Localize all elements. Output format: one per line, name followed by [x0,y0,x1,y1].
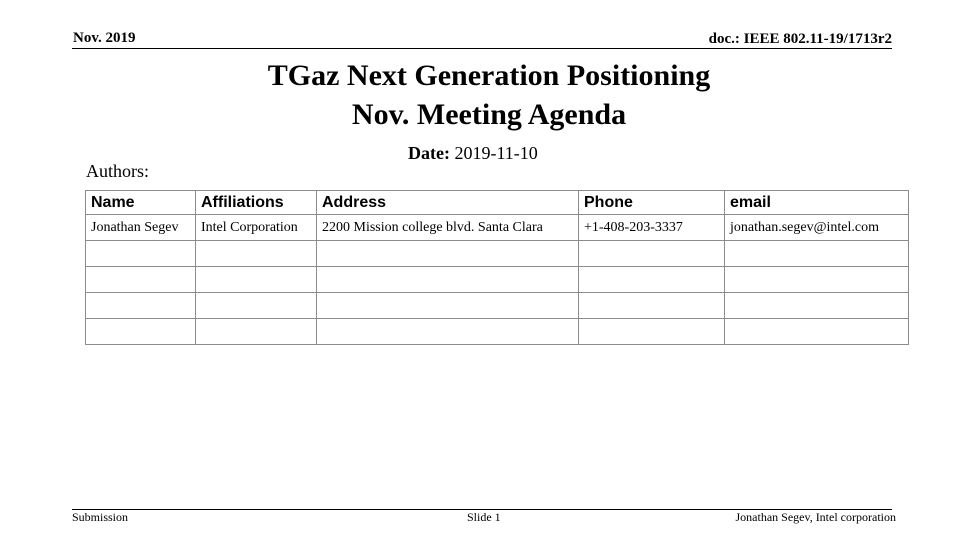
date-label: Date: [408,143,450,163]
cell-address [317,241,579,267]
slide-title-line-2: Nov. Meeting Agenda [351,98,627,131]
table-row [86,241,909,267]
cell-email [725,293,909,319]
cell-affiliation [196,267,317,293]
date-value: 2019-11-10 [454,143,538,163]
cell-name [86,293,196,319]
footer-submission: Submission [72,510,129,524]
cell-affiliation [196,241,317,267]
authors-table [85,190,909,345]
cell-email [725,267,909,293]
table-row [86,319,909,345]
header-date: Nov. 2019 [73,30,136,46]
cell-name: Jonathan Segev [86,215,196,241]
column-header-name: Name [86,191,196,215]
cell-affiliation [196,319,317,345]
cell-affiliation [196,293,317,319]
cell-phone: +1-408-203-3337 [579,215,725,241]
table-row [86,215,909,241]
cell-address [317,293,579,319]
cell-phone [579,319,725,345]
authors-label: Authors: [86,161,149,181]
slide-title [0,56,960,134]
footer-slide-number: Slide 1 [467,510,501,524]
footer-author: Jonathan Segev, Intel corporation [735,510,896,524]
cell-email [725,319,909,345]
column-header-address: Address [317,191,579,215]
cell-phone [579,241,725,267]
slide-title-line-1: TGaz Next Generation Positioning [267,59,711,92]
cell-affiliation: Intel Corporation [196,215,317,241]
cell-name [86,319,196,345]
header-divider [72,48,892,49]
column-header-phone: Phone [579,191,725,215]
date-line [408,143,538,164]
header-doc-id: doc.: IEEE 802.11-19/1713r2 [708,31,892,47]
column-header-email: email [725,191,909,215]
cell-phone [579,267,725,293]
cell-address: 2200 Mission college blvd. Santa Clara [317,215,579,241]
cell-email: jonathan.segev@intel.com [725,215,909,241]
cell-name [86,267,196,293]
cell-email [725,241,909,267]
column-header-affiliations: Affiliations [196,191,317,215]
table-row [86,267,909,293]
cell-name [86,241,196,267]
table-header-row [86,191,909,215]
table-row [86,293,909,319]
cell-address [317,267,579,293]
cell-phone [579,293,725,319]
cell-address [317,319,579,345]
